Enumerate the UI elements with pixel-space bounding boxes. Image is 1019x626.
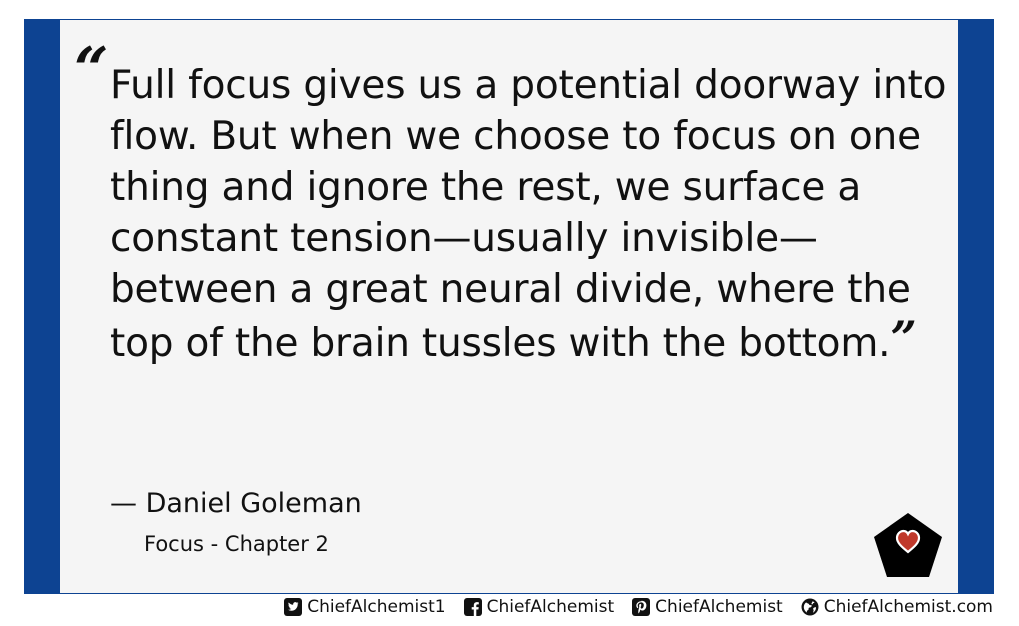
facebook-link[interactable] xyxy=(464,597,615,617)
twitter-handle: ChiefAlchemist1 xyxy=(307,597,446,617)
twitter-icon xyxy=(284,598,302,616)
pinterest-icon xyxy=(632,598,650,616)
pinterest-link[interactable] xyxy=(632,597,783,617)
close-quote-mark: ” xyxy=(890,311,911,365)
pentagon-heart-logo-icon xyxy=(872,510,944,580)
globe-icon xyxy=(801,598,819,616)
quote-source: Focus - Chapter 2 xyxy=(144,532,329,556)
quote-author: — Daniel Goleman xyxy=(110,488,362,519)
quote-text: Full focus gives us a potential doorway into flow. But when we choose to focus on one thing and ignore the rest, we surface a constant tension—usually invisible—between a great neural divide, where the top of the brain tussles with the bottom. xyxy=(110,63,947,366)
website-link[interactable] xyxy=(801,597,993,617)
open-quote-mark: “ xyxy=(74,35,101,105)
twitter-link[interactable] xyxy=(284,597,445,617)
facebook-icon xyxy=(464,598,482,616)
social-footer xyxy=(284,597,993,617)
quote-panel xyxy=(60,20,958,593)
pinterest-handle: ChiefAlchemist xyxy=(655,597,783,617)
website-url: ChiefAlchemist.com xyxy=(823,597,993,617)
facebook-handle: ChiefAlchemist xyxy=(486,597,615,617)
quote-body xyxy=(110,60,950,369)
quote-card xyxy=(24,19,994,594)
